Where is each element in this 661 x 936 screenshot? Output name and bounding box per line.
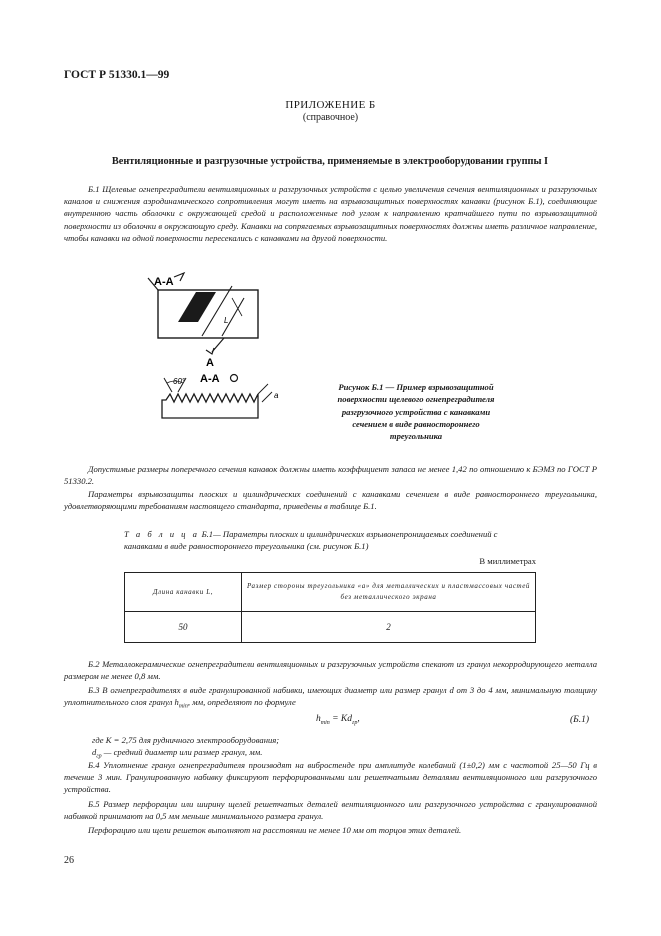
table-row	[125, 612, 536, 643]
table-caption-prefix: Т а б л и ц а	[124, 529, 200, 539]
label-a-bottom: A	[206, 357, 214, 369]
appendix-subtitle: (справочное)	[302, 112, 359, 123]
paragraph-b3: Б.3 В огнепреградителях в виде гранулированной набивки, имеющих диаметр или размер гранул d от 3 до 4 мм, минимальную толщину уплотнительного слоя гранул $h_{min}$, мм, определяют по формуле	[64, 685, 597, 710]
document-id: ГОСТ Р 51330.1—99	[64, 69, 170, 81]
table-caption	[124, 528, 536, 552]
formula-number: (Б.1)	[570, 715, 590, 725]
header-triangle-side: Размер стороны треугольника «a» для металлических и пластмассовых частей без металлического экрана	[242, 573, 536, 612]
formula-b1: $h_{min} = Kd_{гр}$,	[316, 714, 360, 726]
label-section-aa: A-A	[200, 373, 220, 385]
label-l: L	[224, 316, 229, 325]
paragraph-b1: Б.1 Щелевые огнепреградители вентиляционных и разгрузочных устройств с целью увеличения сечения вентиляционных и разгрузочных каналов и снижения аэродинамического сопротивления могут иметь на взрывозащитных поверхностях канавки (рисунок Б.1), соединяющие внутреннюю часть оболочки с окружающей средой и расположенные под углом к направлению кратчайшего пути по взрывозащитной поверхности из оболочки в окружающую среду. Канавки на сопрягаемых взрывозащитных поверхностях должны иметь различное направление, чтобы канавки на одной поверхности пересекались с канавками на другой поверхности.	[64, 184, 597, 243]
label-section-top: A-A	[154, 276, 174, 288]
paragraph-params: Параметры взрывозащиты плоских и цилиндрических соединений с канавками сечением в виде равностороннего треугольника, удовлетворяющими требованиям настоящего стандарта, приведены в таблице Б.1.	[64, 489, 597, 512]
table-header-row	[125, 573, 536, 612]
figure-b1	[140, 268, 330, 440]
label-angle: 60°	[173, 377, 186, 386]
paragraph-b4: Б.4 Уплотнение гранул огнепреградителя производят на вибростенде при амплитуде колебаний (1±0,2) мм с частотой 25—50 Гц в течение 3 мин. Гранулированную набивку фиксируют перфорированными или решетчатыми деталями вентиляционного или разгрузочного устройства.	[64, 760, 597, 795]
appendix-title: ПРИЛОЖЕНИЕ Б	[285, 99, 376, 111]
cell-side: 2	[242, 612, 536, 643]
paragraph-last: Перфорацию или щели решеток выполняют на расстоянии не менее 10 мм от торцов этих деталей.	[88, 825, 462, 835]
header-groove-length: Длина канавки L,	[125, 573, 242, 612]
cell-length: 50	[125, 612, 242, 643]
table-units: В миллиметрах	[479, 556, 536, 566]
arrow-bottom-icon	[206, 348, 214, 354]
marker-circle-icon	[231, 375, 238, 382]
paragraph-b2: Б.2 Металлокерамические огнепреградители вентиляционных и разгрузочных устройств спекают из гранул некорродирующего металла размером не менее 0,8 мм.	[64, 659, 597, 682]
paragraph-allowed: Допустимые размеры поперечного сечения канавок должны иметь коэффициент запаса не менее 1,42 по отношению к БЭМЗ по ГОСТ Р 51330.2.	[64, 464, 597, 487]
section-title: Вентиляционные и разгрузочные устройства, применяемые в электрооборудовании группы I	[111, 156, 549, 167]
label-a-side: a	[274, 391, 279, 400]
where-k: где K = 2,75 для рудничного электрооборудования;	[92, 735, 280, 745]
figure-caption: Рисунок Б.1 — Пример взрывозащитной поверхности щелевого огнепреградителя разгрузочного устройства с канавками сечением в виде равностороннего треугольника	[337, 382, 495, 442]
where-d: $d_{гр}$ — средний диаметр или размер гранул, мм.	[92, 747, 263, 760]
page-number: 26	[64, 855, 74, 866]
grooved-profile	[162, 394, 258, 418]
arrow-top-icon	[174, 273, 184, 281]
table-caption-text: Б.1— Параметры плоских и цилиндрических взрывонепроницаемых соединений с канавками в виде равностороннего треугольника (см. рисунок Б.1)	[124, 529, 498, 552]
table-b1	[124, 572, 536, 643]
paragraph-b5: Б.5 Размер перфорации или ширину щелей решетчатых деталей вентиляционного или разгрузочного устройства с гранулированной набивкой принимают на 0,5 мм меньше минимального размера гранул.	[64, 799, 597, 822]
